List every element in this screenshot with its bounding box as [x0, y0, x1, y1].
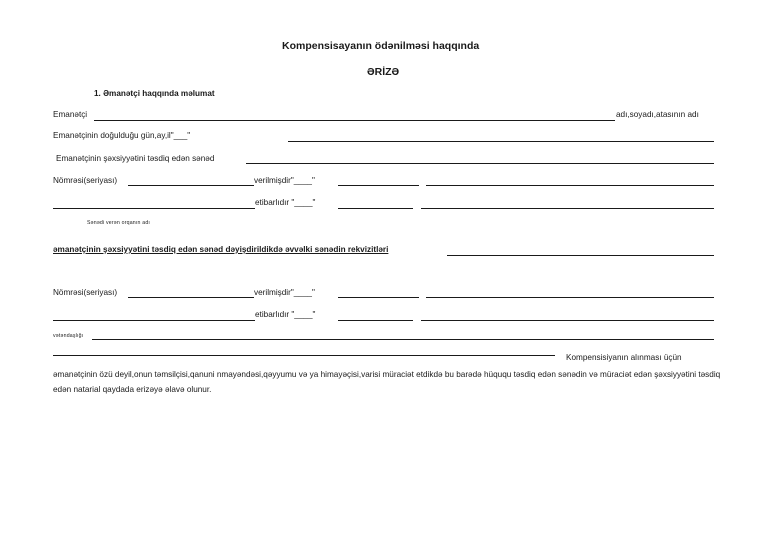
- field-line-valid-date-2[interactable]: [338, 320, 413, 321]
- field-line-citizenship[interactable]: [92, 339, 714, 340]
- field-line-emanetci[interactable]: [94, 120, 615, 121]
- field-line-id-document[interactable]: [246, 163, 714, 164]
- label-birthdate: Emanətçinin doğulduğu gün,ay,il"___": [53, 131, 191, 140]
- issuer-note: Sənədi verən orqanın adı: [87, 220, 151, 226]
- label-citizenship: vətəndaşlığı: [53, 333, 84, 339]
- document-title: Kompensisayanın ödənilməsi haqqında: [282, 40, 480, 52]
- field-line-issued-by-1[interactable]: [426, 185, 714, 186]
- label-name-hint: adı,soyadı,atasının adı: [616, 110, 699, 119]
- field-line-number-2[interactable]: [128, 297, 254, 298]
- field-line-valid-extra-1[interactable]: [421, 208, 714, 209]
- field-line-valid-date-1[interactable]: [338, 208, 413, 209]
- field-line-issued-by-2[interactable]: [426, 297, 714, 298]
- label-issued-1: verilmişdir"____": [254, 176, 315, 185]
- label-valid-1: etibarlıdır "____": [255, 198, 316, 207]
- field-line-issuer-1[interactable]: [53, 208, 255, 209]
- label-compensation: Kompensisiyanın alınması üçün: [566, 353, 682, 362]
- field-line-previous-document[interactable]: [447, 255, 714, 256]
- field-line-issuer-2[interactable]: [53, 320, 255, 321]
- label-number-1: Nömrəsi(seriyası): [53, 176, 118, 185]
- note-paragraph: əmanətçinin özü deyil,onun təmsilçisi,qanuni nmayəndəsi,qəyyumu və ya himayəçisi,varisi müraciət etdikdə bu barədə hüququ təsdiq edən sənədin və müraciət edən şəxsiyyətini təsdiq edən natarial qaydada erizəyə əlavə olunur.: [53, 370, 721, 394]
- label-emanetci: Emanətçi: [53, 110, 88, 119]
- field-line-valid-extra-2[interactable]: [421, 320, 714, 321]
- previous-document-heading: əmanətçinin şəxsiyyətini təsdiq edən sənəd dəyişdirildikdə əvvəlki sənədin rekvizitləri: [53, 245, 389, 254]
- label-number-2: Nömrəsi(seriyası): [53, 288, 118, 297]
- field-line-compensation[interactable]: [53, 355, 555, 356]
- label-valid-2: etibarlıdır "____": [255, 310, 316, 319]
- label-issued-2: verilmişdir"____": [254, 288, 315, 297]
- field-line-issued-date-1[interactable]: [338, 185, 419, 186]
- document-subtitle: ƏRİZƏ: [367, 66, 400, 78]
- section-heading: 1. Əmanətçi haqqında məlumat: [94, 89, 215, 98]
- field-line-number-1[interactable]: [128, 185, 254, 186]
- field-line-birthdate[interactable]: [288, 141, 714, 142]
- label-id-document: Emanətçinin şəxsiyyətini təsdiq edən sənəd: [56, 154, 215, 163]
- field-line-issued-date-2[interactable]: [338, 297, 419, 298]
